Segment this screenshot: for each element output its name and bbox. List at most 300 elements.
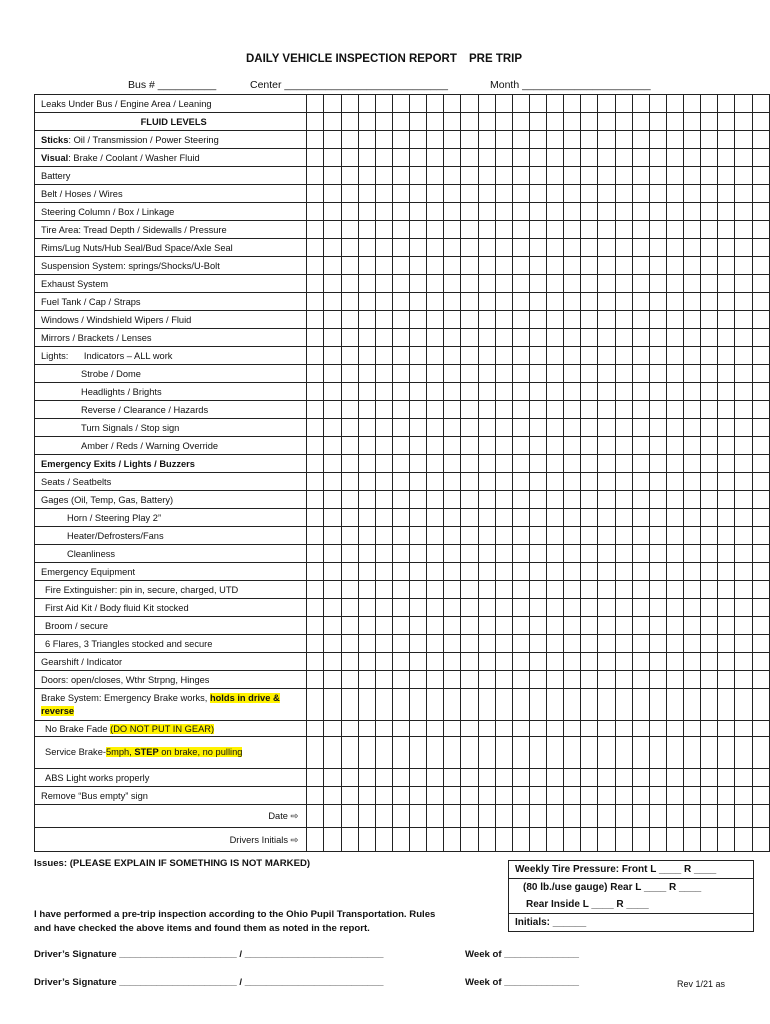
check-cell[interactable] [718, 437, 735, 455]
check-cell[interactable] [512, 617, 529, 635]
check-cell[interactable] [632, 581, 649, 599]
check-cell[interactable] [495, 545, 512, 563]
check-cell[interactable] [615, 737, 632, 769]
check-cell[interactable] [495, 635, 512, 653]
check-cell[interactable] [461, 491, 478, 509]
check-cell[interactable] [701, 239, 718, 257]
check-cell[interactable] [666, 185, 683, 203]
check-cell[interactable] [598, 95, 615, 113]
check-cell[interactable] [615, 329, 632, 347]
check-cell[interactable] [461, 311, 478, 329]
check-cell[interactable] [427, 383, 444, 401]
check-cell[interactable] [495, 737, 512, 769]
check-cell[interactable] [718, 581, 735, 599]
check-cell[interactable] [649, 653, 666, 671]
check-cell[interactable] [581, 617, 598, 635]
check-cell[interactable] [752, 239, 769, 257]
check-cell[interactable] [341, 617, 358, 635]
check-cell[interactable] [615, 221, 632, 239]
check-cell[interactable] [615, 653, 632, 671]
check-cell[interactable] [478, 527, 495, 545]
check-cell[interactable] [598, 311, 615, 329]
check-cell[interactable] [547, 563, 564, 581]
check-cell[interactable] [632, 828, 649, 852]
check-cell[interactable] [478, 689, 495, 721]
check-cell[interactable] [324, 653, 341, 671]
check-cell[interactable] [478, 275, 495, 293]
check-cell[interactable] [649, 383, 666, 401]
check-cell[interactable] [495, 221, 512, 239]
check-cell[interactable] [666, 617, 683, 635]
check-cell[interactable] [632, 545, 649, 563]
check-cell[interactable] [547, 689, 564, 721]
check-cell[interactable] [581, 347, 598, 365]
check-cell[interactable] [427, 239, 444, 257]
check-cell[interactable] [718, 329, 735, 347]
check-cell[interactable] [615, 401, 632, 419]
check-cell[interactable] [529, 527, 546, 545]
check-cell[interactable] [427, 437, 444, 455]
check-cell[interactable] [718, 149, 735, 167]
check-cell[interactable] [752, 383, 769, 401]
check-cell[interactable] [547, 185, 564, 203]
check-cell[interactable] [478, 671, 495, 689]
check-cell[interactable] [615, 185, 632, 203]
check-cell[interactable] [512, 149, 529, 167]
check-cell[interactable] [375, 257, 392, 275]
check-cell[interactable] [615, 563, 632, 581]
check-cell[interactable] [547, 203, 564, 221]
check-cell[interactable] [358, 113, 375, 131]
check-cell[interactable] [547, 167, 564, 185]
check-cell[interactable] [410, 635, 427, 653]
check-cell[interactable] [307, 383, 324, 401]
check-cell[interactable] [752, 787, 769, 805]
check-cell[interactable] [375, 311, 392, 329]
check-cell[interactable] [666, 769, 683, 787]
check-cell[interactable] [461, 131, 478, 149]
check-cell[interactable] [444, 95, 461, 113]
check-cell[interactable] [512, 275, 529, 293]
check-cell[interactable] [512, 365, 529, 383]
check-cell[interactable] [718, 131, 735, 149]
check-cell[interactable] [341, 737, 358, 769]
check-cell[interactable] [324, 737, 341, 769]
check-cell[interactable] [649, 365, 666, 383]
check-cell[interactable] [581, 455, 598, 473]
check-cell[interactable] [427, 419, 444, 437]
check-cell[interactable] [478, 545, 495, 563]
check-cell[interactable] [512, 491, 529, 509]
check-cell[interactable] [718, 113, 735, 131]
check-cell[interactable] [392, 401, 409, 419]
check-cell[interactable] [324, 509, 341, 527]
check-cell[interactable] [358, 509, 375, 527]
check-cell[interactable] [341, 329, 358, 347]
check-cell[interactable] [718, 311, 735, 329]
check-cell[interactable] [684, 131, 701, 149]
check-cell[interactable] [701, 689, 718, 721]
check-cell[interactable] [427, 167, 444, 185]
check-cell[interactable] [649, 221, 666, 239]
check-cell[interactable] [375, 563, 392, 581]
check-cell[interactable] [307, 563, 324, 581]
check-cell[interactable] [307, 257, 324, 275]
check-cell[interactable] [478, 599, 495, 617]
check-cell[interactable] [666, 455, 683, 473]
check-cell[interactable] [444, 383, 461, 401]
check-cell[interactable] [427, 805, 444, 828]
check-cell[interactable] [444, 347, 461, 365]
check-cell[interactable] [307, 805, 324, 828]
check-cell[interactable] [529, 131, 546, 149]
check-cell[interactable] [461, 769, 478, 787]
check-cell[interactable] [564, 721, 581, 737]
check-cell[interactable] [701, 721, 718, 737]
check-cell[interactable] [598, 149, 615, 167]
check-cell[interactable] [666, 293, 683, 311]
check-cell[interactable] [324, 401, 341, 419]
check-cell[interactable] [718, 203, 735, 221]
check-cell[interactable] [752, 635, 769, 653]
check-cell[interactable] [358, 311, 375, 329]
check-cell[interactable] [684, 185, 701, 203]
check-cell[interactable] [564, 599, 581, 617]
check-cell[interactable] [444, 239, 461, 257]
check-cell[interactable] [358, 275, 375, 293]
check-cell[interactable] [427, 95, 444, 113]
check-cell[interactable] [632, 689, 649, 721]
check-cell[interactable] [512, 737, 529, 769]
check-cell[interactable] [735, 329, 752, 347]
check-cell[interactable] [358, 671, 375, 689]
check-cell[interactable] [632, 149, 649, 167]
check-cell[interactable] [615, 689, 632, 721]
check-cell[interactable] [324, 95, 341, 113]
check-cell[interactable] [564, 203, 581, 221]
check-cell[interactable] [307, 437, 324, 455]
check-cell[interactable] [684, 437, 701, 455]
check-cell[interactable] [358, 769, 375, 787]
check-cell[interactable] [684, 293, 701, 311]
check-cell[interactable] [598, 383, 615, 401]
check-cell[interactable] [666, 599, 683, 617]
check-cell[interactable] [392, 617, 409, 635]
check-cell[interactable] [444, 311, 461, 329]
check-cell[interactable] [581, 635, 598, 653]
check-cell[interactable] [375, 203, 392, 221]
check-cell[interactable] [718, 473, 735, 491]
check-cell[interactable] [324, 491, 341, 509]
check-cell[interactable] [392, 805, 409, 828]
check-cell[interactable] [307, 239, 324, 257]
check-cell[interactable] [564, 491, 581, 509]
check-cell[interactable] [666, 805, 683, 828]
check-cell[interactable] [392, 509, 409, 527]
check-cell[interactable] [752, 527, 769, 545]
check-cell[interactable] [752, 131, 769, 149]
check-cell[interactable] [495, 689, 512, 721]
check-cell[interactable] [718, 805, 735, 828]
check-cell[interactable] [547, 329, 564, 347]
check-cell[interactable] [495, 599, 512, 617]
check-cell[interactable] [529, 828, 546, 852]
check-cell[interactable] [375, 653, 392, 671]
check-cell[interactable] [701, 563, 718, 581]
check-cell[interactable] [324, 769, 341, 787]
check-cell[interactable] [735, 787, 752, 805]
check-cell[interactable] [427, 617, 444, 635]
week-of-1[interactable]: Week of ______________ [465, 949, 579, 960]
check-cell[interactable] [598, 689, 615, 721]
check-cell[interactable] [324, 113, 341, 131]
check-cell[interactable] [666, 527, 683, 545]
check-cell[interactable] [427, 365, 444, 383]
check-cell[interactable] [564, 737, 581, 769]
check-cell[interactable] [581, 401, 598, 419]
check-cell[interactable] [564, 239, 581, 257]
check-cell[interactable] [341, 275, 358, 293]
check-cell[interactable] [666, 737, 683, 769]
check-cell[interactable] [324, 563, 341, 581]
check-cell[interactable] [529, 635, 546, 653]
check-cell[interactable] [701, 828, 718, 852]
check-cell[interactable] [735, 689, 752, 721]
check-cell[interactable] [735, 473, 752, 491]
check-cell[interactable] [666, 311, 683, 329]
check-cell[interactable] [307, 419, 324, 437]
check-cell[interactable] [307, 599, 324, 617]
check-cell[interactable] [444, 563, 461, 581]
check-cell[interactable] [358, 737, 375, 769]
check-cell[interactable] [341, 671, 358, 689]
check-cell[interactable] [375, 805, 392, 828]
check-cell[interactable] [478, 787, 495, 805]
check-cell[interactable] [512, 599, 529, 617]
check-cell[interactable] [495, 401, 512, 419]
check-cell[interactable] [341, 805, 358, 828]
check-cell[interactable] [307, 149, 324, 167]
check-cell[interactable] [358, 617, 375, 635]
check-cell[interactable] [615, 383, 632, 401]
check-cell[interactable] [461, 635, 478, 653]
check-cell[interactable] [547, 769, 564, 787]
check-cell[interactable] [564, 113, 581, 131]
check-cell[interactable] [324, 635, 341, 653]
check-cell[interactable] [392, 671, 409, 689]
check-cell[interactable] [649, 545, 666, 563]
check-cell[interactable] [461, 365, 478, 383]
check-cell[interactable] [718, 167, 735, 185]
check-cell[interactable] [632, 635, 649, 653]
check-cell[interactable] [649, 239, 666, 257]
check-cell[interactable] [375, 419, 392, 437]
check-cell[interactable] [478, 221, 495, 239]
check-cell[interactable] [478, 329, 495, 347]
check-cell[interactable] [341, 769, 358, 787]
check-cell[interactable] [495, 329, 512, 347]
check-cell[interactable] [529, 149, 546, 167]
check-cell[interactable] [392, 257, 409, 275]
check-cell[interactable] [718, 653, 735, 671]
check-cell[interactable] [444, 653, 461, 671]
check-cell[interactable] [547, 721, 564, 737]
check-cell[interactable] [701, 113, 718, 131]
check-cell[interactable] [358, 239, 375, 257]
check-cell[interactable] [684, 275, 701, 293]
check-cell[interactable] [512, 721, 529, 737]
check-cell[interactable] [547, 737, 564, 769]
check-cell[interactable] [564, 617, 581, 635]
check-cell[interactable] [598, 365, 615, 383]
check-cell[interactable] [375, 599, 392, 617]
check-cell[interactable] [512, 347, 529, 365]
check-cell[interactable] [478, 721, 495, 737]
check-cell[interactable] [598, 527, 615, 545]
check-cell[interactable] [410, 311, 427, 329]
check-cell[interactable] [752, 365, 769, 383]
check-cell[interactable] [581, 311, 598, 329]
check-cell[interactable] [307, 203, 324, 221]
check-cell[interactable] [324, 329, 341, 347]
check-cell[interactable] [392, 828, 409, 852]
check-cell[interactable] [752, 581, 769, 599]
check-cell[interactable] [615, 167, 632, 185]
check-cell[interactable] [341, 131, 358, 149]
check-cell[interactable] [701, 383, 718, 401]
check-cell[interactable] [495, 509, 512, 527]
check-cell[interactable] [410, 805, 427, 828]
check-cell[interactable] [684, 311, 701, 329]
check-cell[interactable] [427, 635, 444, 653]
check-cell[interactable] [752, 95, 769, 113]
check-cell[interactable] [341, 653, 358, 671]
check-cell[interactable] [529, 95, 546, 113]
check-cell[interactable] [324, 527, 341, 545]
check-cell[interactable] [649, 581, 666, 599]
check-cell[interactable] [529, 689, 546, 721]
check-cell[interactable] [564, 509, 581, 527]
check-cell[interactable] [649, 149, 666, 167]
check-cell[interactable] [752, 721, 769, 737]
check-cell[interactable] [444, 329, 461, 347]
check-cell[interactable] [392, 527, 409, 545]
check-cell[interactable] [735, 545, 752, 563]
check-cell[interactable] [512, 95, 529, 113]
check-cell[interactable] [341, 787, 358, 805]
check-cell[interactable] [718, 787, 735, 805]
check-cell[interactable] [615, 149, 632, 167]
check-cell[interactable] [735, 635, 752, 653]
check-cell[interactable] [427, 149, 444, 167]
check-cell[interactable] [410, 149, 427, 167]
check-cell[interactable] [495, 527, 512, 545]
check-cell[interactable] [649, 769, 666, 787]
check-cell[interactable] [547, 347, 564, 365]
check-cell[interactable] [684, 805, 701, 828]
check-cell[interactable] [375, 787, 392, 805]
check-cell[interactable] [512, 293, 529, 311]
check-cell[interactable] [478, 365, 495, 383]
check-cell[interactable] [392, 203, 409, 221]
check-cell[interactable] [598, 563, 615, 581]
check-cell[interactable] [598, 455, 615, 473]
check-cell[interactable] [410, 653, 427, 671]
check-cell[interactable] [461, 455, 478, 473]
check-cell[interactable] [701, 275, 718, 293]
check-cell[interactable] [341, 113, 358, 131]
check-cell[interactable] [375, 329, 392, 347]
check-cell[interactable] [666, 203, 683, 221]
check-cell[interactable] [564, 347, 581, 365]
check-cell[interactable] [375, 545, 392, 563]
check-cell[interactable] [615, 787, 632, 805]
check-cell[interactable] [375, 473, 392, 491]
check-cell[interactable] [529, 239, 546, 257]
check-cell[interactable] [410, 419, 427, 437]
check-cell[interactable] [529, 185, 546, 203]
check-cell[interactable] [615, 95, 632, 113]
check-cell[interactable] [358, 473, 375, 491]
check-cell[interactable] [752, 113, 769, 131]
check-cell[interactable] [392, 329, 409, 347]
check-cell[interactable] [392, 563, 409, 581]
check-cell[interactable] [666, 347, 683, 365]
check-cell[interactable] [392, 167, 409, 185]
check-cell[interactable] [461, 347, 478, 365]
check-cell[interactable] [752, 599, 769, 617]
check-cell[interactable] [615, 545, 632, 563]
check-cell[interactable] [649, 131, 666, 149]
check-cell[interactable] [410, 185, 427, 203]
check-cell[interactable] [581, 721, 598, 737]
check-cell[interactable] [598, 671, 615, 689]
check-cell[interactable] [427, 347, 444, 365]
check-cell[interactable] [410, 721, 427, 737]
check-cell[interactable] [547, 509, 564, 527]
check-cell[interactable] [735, 769, 752, 787]
check-cell[interactable] [392, 239, 409, 257]
check-cell[interactable] [358, 95, 375, 113]
check-cell[interactable] [375, 671, 392, 689]
check-cell[interactable] [444, 527, 461, 545]
check-cell[interactable] [392, 455, 409, 473]
check-cell[interactable] [701, 599, 718, 617]
check-cell[interactable] [615, 509, 632, 527]
check-cell[interactable] [461, 293, 478, 311]
check-cell[interactable] [427, 527, 444, 545]
check-cell[interactable] [684, 113, 701, 131]
check-cell[interactable] [410, 617, 427, 635]
check-cell[interactable] [478, 581, 495, 599]
check-cell[interactable] [410, 167, 427, 185]
check-cell[interactable] [581, 203, 598, 221]
check-cell[interactable] [752, 689, 769, 721]
check-cell[interactable] [564, 185, 581, 203]
check-cell[interactable] [547, 149, 564, 167]
check-cell[interactable] [358, 721, 375, 737]
check-cell[interactable] [547, 787, 564, 805]
check-cell[interactable] [341, 545, 358, 563]
check-cell[interactable] [632, 347, 649, 365]
check-cell[interactable] [735, 805, 752, 828]
check-cell[interactable] [632, 311, 649, 329]
check-cell[interactable] [598, 509, 615, 527]
check-cell[interactable] [718, 383, 735, 401]
check-cell[interactable] [358, 293, 375, 311]
check-cell[interactable] [649, 257, 666, 275]
check-cell[interactable] [375, 365, 392, 383]
